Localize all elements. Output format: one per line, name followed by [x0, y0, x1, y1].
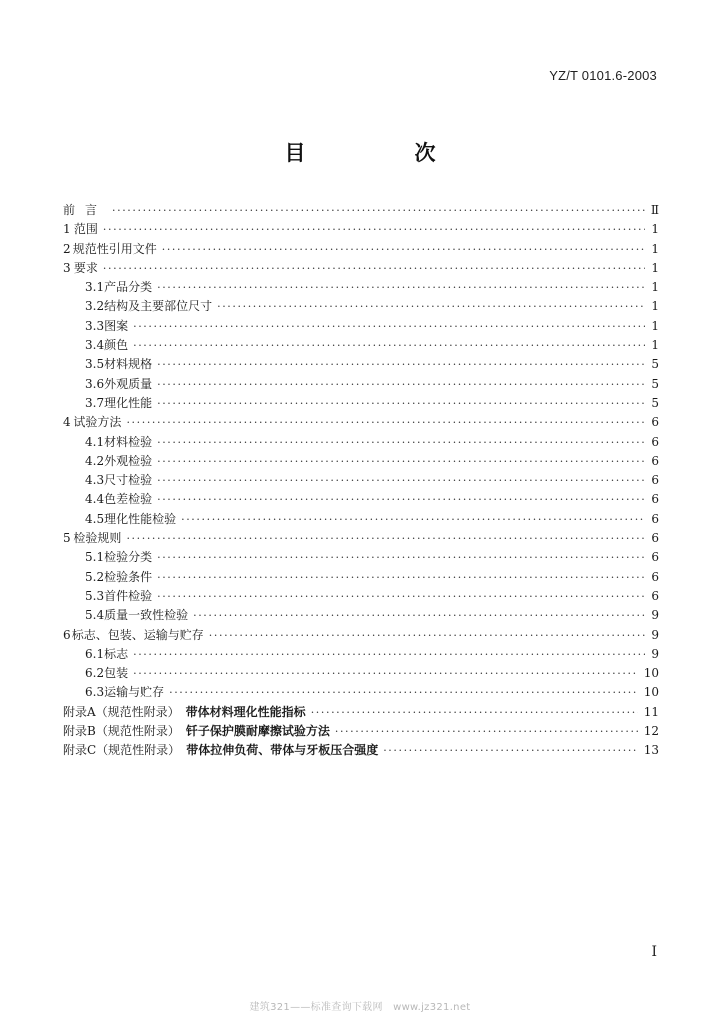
- toc-entry-page: 6: [651, 588, 659, 603]
- toc-entry[interactable]: [63, 606, 659, 625]
- toc-entry[interactable]: [63, 568, 659, 587]
- toc-entry-number: 2: [63, 241, 71, 256]
- toc-entry[interactable]: [63, 413, 659, 432]
- toc-dot-leader: [157, 452, 645, 471]
- toc-entry-title: 质量一致性检验: [104, 608, 189, 623]
- toc-dot-leader: [157, 548, 645, 567]
- toc-dot-leader: [133, 336, 645, 355]
- toc-entry-page: 1: [651, 299, 659, 314]
- toc-entry[interactable]: [63, 375, 659, 394]
- page-title: 目 次: [284, 141, 480, 165]
- toc-entry[interactable]: [63, 722, 659, 741]
- page-number: I: [651, 944, 657, 960]
- toc-entry[interactable]: [63, 259, 659, 278]
- toc-dot-leader: [157, 394, 645, 413]
- toc-entry-number: 6.2: [85, 666, 105, 681]
- toc-dot-leader: [157, 568, 645, 587]
- toc-dot-leader: [133, 317, 645, 336]
- toc-dot-leader: [133, 664, 638, 683]
- toc-entry-title: 外观质量: [104, 376, 153, 391]
- toc-entry-page: 11: [643, 704, 659, 719]
- toc-entry-title: 试验方法: [73, 415, 122, 430]
- toc-entry-page: 9: [651, 627, 659, 642]
- toc-entry[interactable]: [63, 452, 659, 471]
- toc-entry-title: 首件检验: [104, 588, 153, 603]
- toc-entry-page: 6: [651, 415, 659, 430]
- toc-dot-leader: [311, 703, 638, 722]
- toc-entry-title: 标志、包装、运输与贮存: [71, 627, 204, 642]
- toc-entry-number: 1: [63, 222, 71, 237]
- toc-entry-title: 理化性能: [104, 395, 153, 410]
- toc-entry[interactable]: [63, 201, 659, 220]
- toc-entry-title: 标志: [104, 646, 129, 661]
- toc-entry-title: 材料检验: [104, 434, 153, 449]
- toc-entry[interactable]: [63, 490, 659, 509]
- toc-entry-number: 4: [63, 415, 71, 430]
- toc-entry[interactable]: [63, 394, 659, 413]
- toc-entry-page: 6: [651, 473, 659, 488]
- toc-entry-number: 4.2: [85, 453, 105, 468]
- toc-entry-page: 13: [643, 743, 659, 758]
- toc-entry-number: 3.4: [85, 338, 105, 353]
- toc-entry-title: 理化性能检验: [104, 511, 177, 526]
- toc-dot-leader: [217, 297, 645, 316]
- toc-entry-title: 运输与贮存: [104, 685, 165, 700]
- toc-entry-page: 1: [651, 280, 659, 295]
- toc-entry-number: 4.1: [85, 434, 105, 449]
- toc-entry-number: 3: [63, 260, 71, 275]
- toc-entry-page: 1: [651, 318, 659, 333]
- toc-dot-leader: [157, 278, 645, 297]
- toc-entry-number: 5.1: [85, 550, 105, 565]
- toc-entry-title: 带体拉伸负荷、带体与牙板压合强度: [186, 743, 379, 758]
- toc-entry-number: 4.5: [85, 511, 105, 526]
- toc-entry-page: 9: [651, 608, 659, 623]
- toc-dot-leader: [157, 587, 645, 606]
- toc-dot-leader: [133, 645, 645, 664]
- toc-entry-title: 检验条件: [104, 569, 153, 584]
- toc-entry-number: 5: [63, 531, 71, 546]
- toc-entry-title: 钎子保护膜耐摩擦试验方法: [185, 724, 330, 739]
- toc-entry[interactable]: [63, 336, 659, 355]
- toc-entry[interactable]: [63, 471, 659, 490]
- toc-dot-leader: [335, 722, 638, 741]
- toc-dot-leader: [157, 433, 645, 452]
- toc-entry-page: 10: [643, 666, 659, 681]
- toc-entry-number: 4.3: [85, 473, 105, 488]
- toc-entry-number: 6: [63, 627, 71, 642]
- toc-entry-number: 3.2: [85, 299, 105, 314]
- toc-entry-page: 6: [651, 569, 659, 584]
- toc-entry[interactable]: [63, 433, 659, 452]
- toc-entry-number: 6.3: [85, 685, 105, 700]
- toc-entry-page: Ⅱ: [650, 203, 659, 217]
- toc-entry-page: 9: [651, 646, 659, 661]
- toc-dot-leader: [112, 201, 645, 220]
- toc-entry-title: 尺寸检验: [104, 473, 153, 488]
- toc-entry-page: 5: [651, 357, 659, 372]
- toc-entry-page: 6: [651, 434, 659, 449]
- toc-entry-title: 图案: [104, 318, 129, 333]
- toc-entry-title: 颜色: [104, 338, 129, 353]
- toc-entry-number: 3.6: [85, 376, 105, 391]
- toc-entry-title: 要求: [73, 260, 98, 275]
- toc-dot-leader: [193, 606, 645, 625]
- toc-dot-leader: [162, 240, 645, 259]
- toc-entry-number: 附录C（规范性附录）: [63, 743, 181, 758]
- toc-dot-leader: [157, 490, 645, 509]
- toc-entry[interactable]: [63, 703, 659, 722]
- toc-entry-title: 范围: [73, 222, 98, 237]
- toc-entry[interactable]: [63, 645, 659, 664]
- toc-dot-leader: [103, 259, 645, 278]
- toc-entry[interactable]: [63, 510, 659, 529]
- toc-entry-number: 4.4: [85, 492, 105, 507]
- toc-entry-number: 3.7: [85, 395, 105, 410]
- toc-dot-leader: [157, 355, 645, 374]
- toc-entry-number: 附录A（规范性附录）: [63, 704, 180, 719]
- toc-entry[interactable]: [63, 278, 659, 297]
- toc-entry-page: 6: [651, 550, 659, 565]
- toc-entry-number: 5.3: [85, 588, 105, 603]
- toc-entry-number: 3.3: [85, 318, 105, 333]
- toc-entry-page: 6: [651, 492, 659, 507]
- toc-entry[interactable]: [63, 626, 659, 645]
- toc-entry-number: 3.5: [85, 357, 105, 372]
- toc-dot-leader: [383, 741, 638, 760]
- toc-entry-number: 5.4: [85, 608, 105, 623]
- toc-entry-page: 1: [651, 338, 659, 353]
- toc-entry-page: 5: [651, 376, 659, 391]
- toc-dot-leader: [126, 529, 645, 548]
- toc-entry-number: 6.1: [85, 646, 105, 661]
- toc-dot-leader: [209, 626, 645, 645]
- toc-entry[interactable]: [63, 220, 659, 239]
- toc-dot-leader: [169, 683, 638, 702]
- toc-entry[interactable]: [63, 240, 659, 259]
- toc-entry-title: 外观检验: [104, 453, 153, 468]
- toc-entry[interactable]: [63, 548, 659, 567]
- toc-entry-page: 1: [651, 260, 659, 275]
- toc-entry[interactable]: [63, 683, 659, 702]
- toc-entry[interactable]: [63, 355, 659, 374]
- toc-entry-title: 产品分类: [104, 280, 153, 295]
- toc-entry-page: 6: [651, 453, 659, 468]
- toc-entry-title: 结构及主要部位尺寸: [104, 299, 213, 314]
- toc-entry[interactable]: [63, 664, 659, 683]
- standard-code: YZ/T 0101.6-2003: [549, 68, 657, 83]
- toc-entry-title: 色差检验: [104, 492, 153, 507]
- toc-entry-title: 前言: [63, 203, 108, 217]
- toc-entry-title: 包装: [104, 666, 129, 681]
- toc-entry-title: 规范性引用文件: [72, 241, 157, 256]
- toc-entry[interactable]: [63, 529, 659, 548]
- toc-entry-page: 1: [651, 241, 659, 256]
- watermark: 建筑321——标准查询下载网 www.jz321.net: [249, 1002, 471, 1013]
- toc-entry-page: 6: [651, 511, 659, 526]
- toc-entry-page: 5: [651, 395, 659, 410]
- toc-dot-leader: [126, 413, 645, 432]
- table-of-contents: [63, 201, 659, 761]
- toc-entry-page: 1: [651, 222, 659, 237]
- toc-entry[interactable]: [63, 587, 659, 606]
- toc-entry-title: 检验分类: [104, 550, 153, 565]
- toc-entry[interactable]: [63, 317, 659, 336]
- toc-entry-page: 6: [651, 531, 659, 546]
- toc-entry-number: 3.1: [85, 280, 105, 295]
- toc-entry-page: 12: [643, 724, 659, 739]
- toc-entry-title: 带体材料理化性能指标: [185, 704, 306, 719]
- toc-entry-number: 附录B（规范性附录）: [63, 724, 180, 739]
- toc-entry-title: 材料规格: [104, 357, 153, 372]
- toc-entry-title: 检验规则: [73, 531, 122, 546]
- toc-entry[interactable]: [63, 741, 659, 760]
- toc-dot-leader: [157, 471, 645, 490]
- toc-entry[interactable]: [63, 297, 659, 316]
- toc-dot-leader: [181, 510, 645, 529]
- toc-entry-page: 10: [643, 685, 659, 700]
- toc-dot-leader: [103, 220, 645, 239]
- toc-entry-number: 5.2: [85, 569, 105, 584]
- toc-dot-leader: [157, 375, 645, 394]
